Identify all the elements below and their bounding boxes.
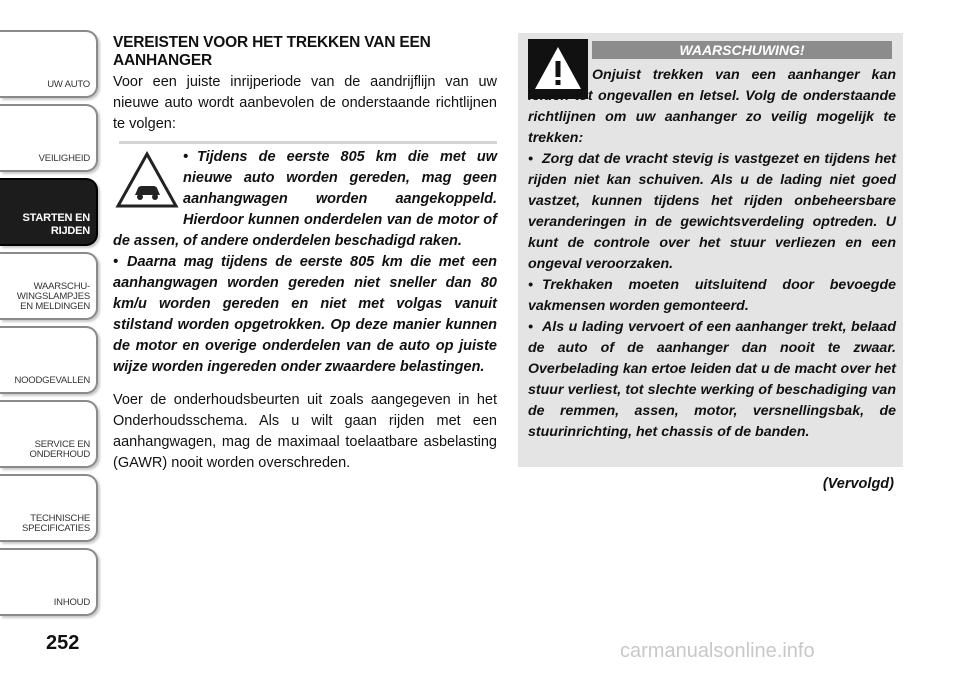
body-paragraph: Voer de onderhoudsbeurten uit zoals aangegeven in het Onderhoudsschema. Als u wilt gaan rijden met een aanhangwagen, mag de maximaal toelaatbare asbelasting (GAWR) nooit worden overschreden.	[113, 392, 497, 471]
note-text-1: Tijdens de eerste 805 km die met uw nieuwe auto worden gereden, mag geen aanhangwagen worden aangekoppeld. Hierdoor kunnen onderdelen van de motor of de assen, of andere onderdelen beschadigd raken.	[113, 149, 497, 249]
bullet-icon: •	[113, 254, 119, 270]
warning-bullet-3: Als u lading vervoert of een aanhanger trekt, belaad de auto of de aanhanger dan nooit te zwaar. Overbelading kan ertoe leiden dat u de macht over het stuur verliest, tot slechte werking of beschadiging van de remmen, assen, motor, versnellingsbak, de stuurinrichting, het chassis of de banden.	[528, 319, 896, 440]
tab-veiligheid[interactable]	[0, 104, 98, 172]
warning-text	[528, 65, 896, 443]
tab-noodgevallen[interactable]	[0, 326, 98, 394]
page-number: 252	[46, 632, 80, 654]
bullet-icon: •	[528, 277, 533, 293]
tab-label: WAARSCHU- WINGSLAMPJES EN MELDINGEN	[16, 281, 90, 312]
watermark: carmanualsonline.info	[620, 640, 815, 662]
note-divider	[119, 141, 497, 144]
bullet-icon: •	[183, 149, 189, 165]
chapter-sidebar	[0, 0, 100, 678]
tab-label: NOODGEVALLEN	[14, 375, 90, 386]
note-block	[113, 147, 497, 378]
warning-item-3	[528, 317, 896, 443]
tab-uw-auto[interactable]	[0, 30, 98, 98]
bullet-icon: •	[528, 151, 533, 167]
continued-label: (Vervolgd)	[822, 476, 894, 492]
note-item-2	[113, 252, 497, 378]
intro-paragraph: Voor een juiste inrijperiode van de aandrijflijn van uw nieuwe auto wordt aanbevolen de onderstaande richtlijnen te volgen:	[113, 74, 497, 132]
note-text-2: Daarna mag tijdens de eerste 805 km die met een aanhangwagen worden gereden niet sneller dan 80 km/u worden gereden en niet met volgas vanuit stilstand worden opgetrokken. Op deze manier kunnen de motor en overige onderdelen van de auto op juiste wijze worden ingereden onder zwaardere belastingen.	[113, 254, 497, 375]
bullet-icon: •	[528, 319, 533, 335]
warning-bullet-2: Trekhaken moeten uitsluitend door bevoegde vakmensen worden gemonteerd.	[528, 277, 896, 314]
tab-technische-specificaties[interactable]	[0, 474, 98, 542]
warning-item-1	[528, 149, 896, 275]
tab-label: INHOUD	[53, 597, 90, 608]
tab-starten-en-rijden[interactable]	[0, 178, 98, 246]
tab-label: VEILIGHEID	[38, 153, 90, 164]
left-column	[113, 34, 497, 474]
tab-inhoud[interactable]	[0, 548, 98, 616]
tab-label: TECHNISCHE SPECIFICATIES	[22, 513, 90, 534]
warning-item-2	[528, 275, 896, 317]
warning-bullet-1: Zorg dat de vracht stevig is vastgezet en tijdens het rijden niet kan schuiven. Als u de lading niet goed vastzet, kunnen tijdens het rijden onbeheersbare veranderingen in de gewichtsverdeling optreden. U kunt de controle over het stuur verliezen en een ongeval veroorzaken.	[528, 151, 896, 272]
tab-label: SERVICE EN ONDERHOUD	[29, 439, 90, 460]
tab-waarschuwingslampjes[interactable]	[0, 252, 98, 320]
tab-label: UW AUTO	[47, 79, 90, 90]
warning-title: WAARSCHUWING!	[592, 41, 892, 59]
car-note-icon	[115, 151, 179, 209]
tab-label: STARTEN EN RIJDEN	[22, 212, 90, 237]
warning-box	[518, 33, 903, 467]
section-heading: VEREISTEN VOOR HET TREKKEN VAN EEN AANHANGER	[113, 34, 431, 69]
warning-lead: Onjuist trekken van een aanhanger kan leiden tot ongevallen en letsel. Volg de onderstaande richtlijnen om uw aanhanger zo veilig mogelijk te trekken:	[528, 67, 896, 146]
tab-service-en-onderhoud[interactable]	[0, 400, 98, 468]
